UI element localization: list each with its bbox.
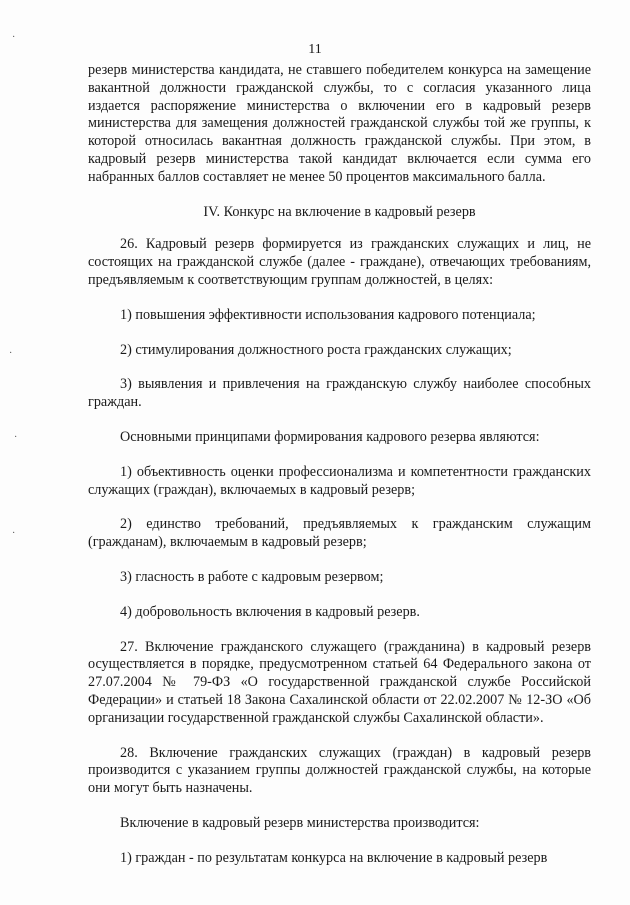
- document-body: [88, 62, 591, 868]
- paragraph-28: 28. Включение гражданских служащих (граждан) в кадровый резерв производится с указанием группы должностей гражданской службы, на которые они могут быть назначены.: [88, 744, 591, 797]
- list-item-3: 3) выявления и привлечения на гражданскую службу наиболее способных граждан.: [88, 376, 591, 411]
- scan-speck: ·: [12, 528, 16, 539]
- principle-4: 4) добровольность включения в кадровый резерв.: [120, 603, 420, 620]
- list-item-2: 2) стимулирования должностного роста гражданских служащих;: [120, 341, 512, 358]
- inclusion-intro: Включение в кадровый резерв министерства производится:: [120, 814, 480, 831]
- page-number: 11: [308, 42, 322, 57]
- scan-speck: ·: [9, 348, 13, 359]
- principle-2: 2) единство требований, предъявляемых к гражданским служащим (гражданам), включаемым в кадровый резерв;: [88, 516, 591, 551]
- paragraph-26: 26. Кадровый резерв формируется из гражданских служащих и лиц, не состоящих на гражданской службе (далее - граждане), отвечающих требованиям, предъявляемым к соответствующим группам должностей, в целях:: [88, 236, 591, 288]
- principles-intro: Основными принципами формирования кадрового резерва являются:: [120, 428, 540, 445]
- paragraph-continuation: резерв министерства кандидата, не ставшего победителем конкурса на замещение вакантной должности гражданской службы, то с согласия указанного лица издается распоряжение министерства о включении его в кадровый резерв министерства для замещения должностей гражданской службы той же группы, к которой относилась вакантная должность гражданской службы. При этом, в кадровый резерв министерства такой кандидат включается если сумма его набранных баллов составляет не менее 50 процентов максимального балла.: [88, 62, 591, 185]
- scan-speck: ·: [12, 32, 16, 43]
- principle-3: 3) гласность в работе с кадровым резервом;: [120, 568, 384, 585]
- inclusion-item-1: 1) граждан - по результатам конкурса на включение в кадровый резерв: [120, 849, 548, 866]
- paragraph-27: 27. Включение гражданского служащего (гражданина) в кадровый резерв осуществляется в порядке, предусмотренном статьей 64 Федерального закона от 27.07.2004 № 79-ФЗ «О государственной гражданской службе Российской Федерации» и статьей 18 Закона Сахалинской области от 22.02.2007 № 12-ЗО «Об организации государственной гражданской службы Сахалинской области».: [88, 638, 591, 726]
- scan-speck: ·: [14, 432, 18, 443]
- principle-1: 1) объективность оценки профессионализма и компетентности гражданских служащих (граждан), включаемых в кадровый резерв;: [88, 463, 591, 498]
- list-item-1: 1) повышения эффективности использования кадрового потенциала;: [120, 306, 536, 323]
- section-heading: IV. Конкурс на включение в кадровый резерв: [203, 203, 476, 220]
